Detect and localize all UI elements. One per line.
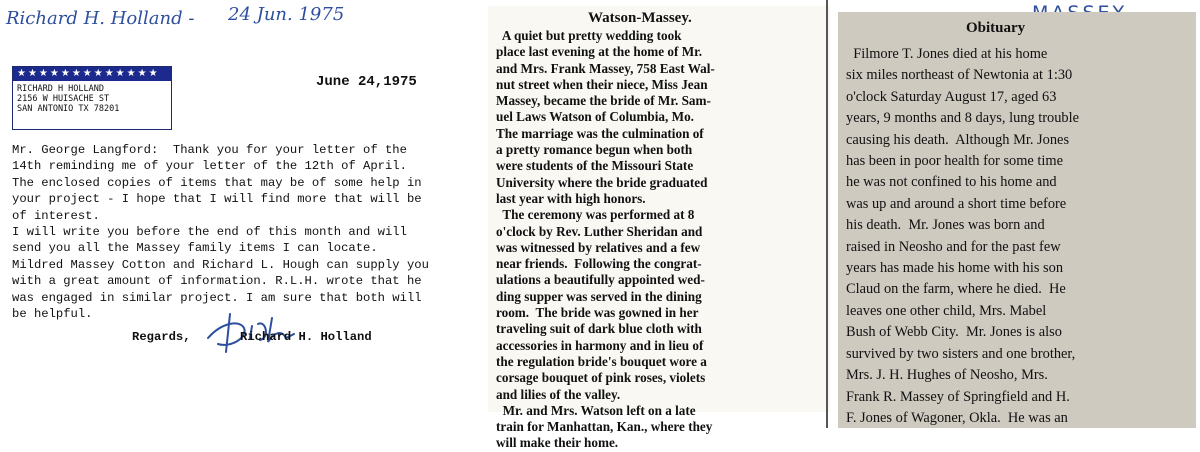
- article-line: was up and around a short time before: [846, 195, 1067, 212]
- article-line: Filmore T. Jones died at his home: [846, 46, 1048, 62]
- obituary-clipping: [838, 12, 1196, 428]
- article-line: o'clock Saturday August 17, aged 63: [846, 88, 1057, 105]
- article-line: raised in Neosho and for the past few: [846, 238, 1061, 255]
- letter-line: be helpful.: [12, 307, 93, 322]
- obituary-headline: Obituary: [966, 20, 1026, 36]
- letter-line: The enclosed copies of items that may be of some help in: [12, 175, 422, 190]
- article-line: will make their home.: [496, 435, 619, 451]
- letter-line: send you all the Massey family items I can locate.: [12, 241, 378, 256]
- article-line: The marriage was the culmination of: [496, 125, 704, 141]
- wedding-article-body: [496, 28, 826, 452]
- letter-line: 14th reminding me of your letter of the 12th of April.: [12, 159, 407, 174]
- letterhead-label: [12, 66, 172, 130]
- letter-line: of interest.: [12, 208, 100, 223]
- letter-closing: Regards,: [132, 330, 191, 344]
- article-line: ding supper was served in the dining: [496, 288, 702, 304]
- article-line: place last evening at the home of Mr.: [496, 44, 703, 60]
- article-line: corsage bouquet of pink roses, violets: [496, 370, 706, 386]
- letter-line: your project - I hope that I will find more that will be: [12, 192, 422, 207]
- article-line: Frank R. Massey of Springfield and H.: [846, 388, 1070, 405]
- letter-line: I will write you before the end of this month and will: [12, 225, 407, 240]
- article-line: and Mrs. Frank Massey, 758 East Wal-: [496, 60, 715, 76]
- article-line: last year with high honors.: [496, 190, 646, 206]
- article-line: causing his death. Although Mr. Jones: [846, 131, 1070, 148]
- letterhead-stars-banner: ★★★★★★★★★★★★★: [13, 67, 171, 81]
- article-line: The ceremony was performed at 8: [496, 207, 695, 223]
- article-line: uel Laws Watson of Columbia, Mo.: [496, 109, 694, 125]
- typed-letter: [0, 30, 484, 428]
- letterhead-line: 2156 W HUISACHE ST: [17, 94, 110, 104]
- letter-line: was engaged in similar project. I am sure that both will: [12, 290, 422, 305]
- letter-body: [12, 142, 482, 322]
- obituary-article-body: [846, 44, 1192, 429]
- article-line: were students of the Missouri State: [496, 158, 694, 174]
- article-line: has been in poor health for some time: [846, 153, 1063, 170]
- article-line: University where the bride graduated: [496, 174, 708, 190]
- article-line: years, 9 months and 8 days, lung trouble: [846, 110, 1080, 127]
- article-line: traveling suit of dark blue cloth with: [496, 321, 702, 337]
- signature-name: Richard H. Holland: [240, 330, 372, 344]
- article-line: and lilies of the valley.: [496, 386, 621, 402]
- article-line: o'clock by Rev. Luther Sheridan and: [496, 223, 703, 239]
- handwritten-date-note: 24 Jun. 1975: [228, 4, 345, 25]
- article-line: A quiet but pretty wedding took: [496, 28, 682, 43]
- handwritten-name-note: Richard H. Holland -: [6, 8, 195, 29]
- wedding-headline: Watson-Massey.: [588, 10, 692, 26]
- article-line: Mr. and Mrs. Watson left on a late: [496, 402, 696, 418]
- letter-line: Mildred Massey Cotton and Richard L. Hough can supply you: [12, 257, 429, 272]
- article-line: ulations a beautifully appointed wed-: [496, 272, 705, 288]
- article-line: Mrs. J. H. Hughes of Neosho, Mrs.: [846, 367, 1048, 384]
- article-line: accessories in harmony and in lieu of: [496, 337, 704, 353]
- article-line: his death. Mr. Jones was born and: [846, 217, 1045, 234]
- article-line: years has made his home with his son: [846, 260, 1064, 277]
- article-line: Claud on the farm, where he died. He: [846, 281, 1066, 298]
- article-line: he was not confined to his home and: [846, 174, 1057, 191]
- column-divider: [826, 0, 828, 428]
- letter-date: June 24,1975: [316, 74, 417, 90]
- article-line: nut street when their niece, Miss Jean: [496, 76, 708, 92]
- article-line: F. Jones of Wagoner, Okla. He was an: [846, 409, 1068, 426]
- article-line: room. The bride was gowned in her: [496, 305, 699, 321]
- article-line: Bush of Webb City. Mr. Jones is also: [846, 324, 1062, 341]
- article-line: train for Manhattan, Kan., where they: [496, 419, 713, 435]
- article-line: Massey, became the bride of Mr. Sam-: [496, 93, 711, 109]
- letterhead-line: SAN ANTONIO TX 78201: [17, 104, 120, 114]
- article-line: six miles northeast of Newtonia at 1:30: [846, 67, 1073, 84]
- article-line: a pretty romance begun when both: [496, 142, 693, 158]
- letter-line: Mr. George Langford: Thank you for your letter of the: [12, 143, 407, 157]
- article-line: the regulation bride's bouquet wore a: [496, 353, 707, 369]
- letter-line: with a great amount of information. R.L.H. wrote that he: [12, 274, 422, 289]
- article-line: was witnessed by relatives and a few: [496, 239, 701, 255]
- article-line: survived by two sisters and one brother,: [846, 345, 1076, 362]
- letterhead-line: RICHARD H HOLLAND: [17, 84, 104, 94]
- article-line: near friends. Following the congrat-: [496, 256, 702, 272]
- article-line: leaves one other child, Mrs. Mabel: [846, 302, 1047, 319]
- wedding-clipping: [488, 6, 830, 451]
